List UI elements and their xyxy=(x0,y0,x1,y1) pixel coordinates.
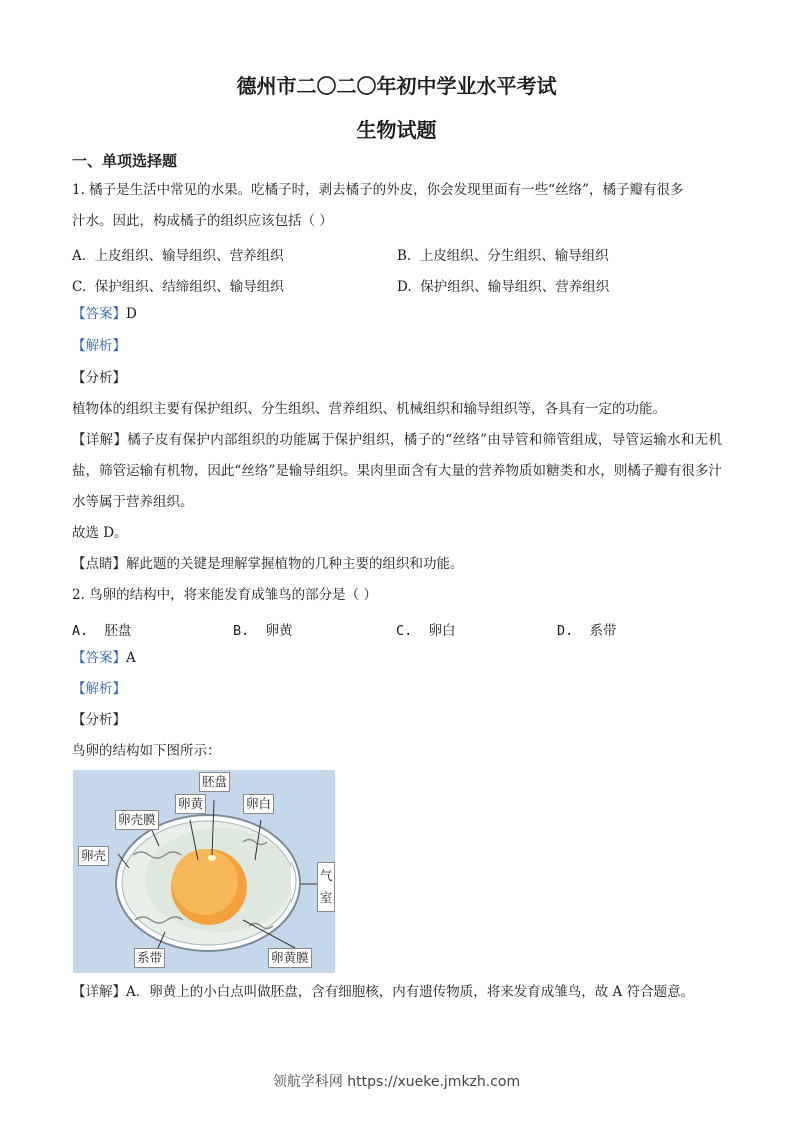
q1-stem-line1: 1. 橘子是生活中常见的水果。吃橘子时，剥去橘子的外皮，你会发现里面有一些“丝络”，橘子瓣有很多 xyxy=(72,182,684,198)
q1-analysis-tag: 【解析】 xyxy=(72,338,126,354)
label-albumen: 卵白 xyxy=(243,794,274,814)
label-yolk: 卵黄 xyxy=(175,794,206,814)
q1-option-c xyxy=(72,275,284,295)
q1-answer xyxy=(72,299,137,330)
option-text: 系带 xyxy=(589,623,617,639)
label-eggshell: 卵壳 xyxy=(78,846,109,866)
label-shell-membrane: 卵壳膜 xyxy=(115,810,159,830)
q2-answer xyxy=(72,643,136,674)
q2-option-b xyxy=(233,619,293,639)
q1-option-b xyxy=(397,244,609,264)
q1-detail xyxy=(72,425,722,518)
detail-tag: 【详解】 xyxy=(72,432,128,448)
q1-stem-line2: 汁水。因此，构成橘子的组织应该包括（ ） xyxy=(72,213,333,229)
q2-option-a xyxy=(72,619,132,639)
option-letter: C. xyxy=(72,279,87,295)
label-chalaza: 系带 xyxy=(134,948,165,968)
detail-text: A．卵黄上的小白点叫做胚盘，含有细胞核，内有遗传物质，将来发育成雏鸟，故 A 符合题意。 xyxy=(126,984,695,1000)
section-heading: 一、单项选择题 xyxy=(72,152,178,170)
answer-value: A xyxy=(126,650,136,666)
page-title: 德州市二〇二〇年初中学业水平考试 xyxy=(236,74,557,98)
answer-tag: 【答案】 xyxy=(72,650,126,666)
detail-text: 橘子皮有保护内部组织的功能属于保护组织，橘子的“丝络”由导管和筛管组成，导管运输水和无机盐，筛管运输有机物，因此“丝络”是输导组织。果肉里面含有大量的营养物质如糖类和水，则橘子瓣有很多汁水等属于营养组织。 xyxy=(72,432,722,510)
option-text: 上皮组织、分生组织、输导组织 xyxy=(419,248,609,264)
bird-egg-diagram xyxy=(73,770,335,973)
comment-tag: 【点睛】 xyxy=(72,556,126,572)
q2-analysis-tag: 【解析】 xyxy=(72,681,126,697)
q2-option-d xyxy=(557,619,617,639)
option-text: 上皮组织、输导组织、营养组织 xyxy=(94,248,284,264)
q2-option-c xyxy=(396,619,456,639)
option-letter: B. xyxy=(397,248,412,264)
option-letter: C. xyxy=(396,623,413,639)
option-letter: B. xyxy=(233,623,250,639)
q2-stem: 2. 鸟卵的结构中，将来能发育成雏鸟的部分是（ ） xyxy=(72,587,377,603)
option-letter: D. xyxy=(397,279,412,295)
q1-fenxi: 植物体的组织主要有保护组织、分生组织、营养组织、机械组织和输导组织等，各具有一定的功能。 xyxy=(72,401,666,417)
q1-option-a xyxy=(72,244,284,264)
option-text: 卵黄 xyxy=(265,623,293,639)
q1-option-d xyxy=(397,275,609,295)
option-letter: D. xyxy=(557,623,574,639)
option-letter: A. xyxy=(72,248,87,264)
label-air-cell-char2: 室 xyxy=(319,890,333,905)
option-text: 胚盘 xyxy=(104,623,132,639)
q2-fenxi: 鸟卵的结构如下图所示： xyxy=(72,743,221,759)
q2-fenxi-tag: 【分析】 xyxy=(72,712,126,728)
q1-comment xyxy=(72,549,464,580)
label-air-cell-char1: 气 xyxy=(319,868,333,883)
label-yolk-membrane: 卵黄膜 xyxy=(268,948,312,968)
option-text: 保护组织、输导组织、营养组织 xyxy=(420,279,610,295)
answer-tag: 【答案】 xyxy=(72,306,126,322)
q2-detail xyxy=(72,977,694,1008)
footer-watermark: 领航学科网 https://xueke.jmkzh.com xyxy=(272,1074,521,1090)
option-text: 卵白 xyxy=(428,623,456,639)
option-text: 保护组织、结缔组织、输导组织 xyxy=(94,279,284,295)
option-letter: A. xyxy=(72,623,89,639)
q1-choose: 故选 D。 xyxy=(72,525,128,541)
label-air-cell xyxy=(317,862,335,912)
comment-text: 解此题的关键是理解掌握植物的几种主要的组织和功能。 xyxy=(126,556,464,572)
q1-fenxi-tag: 【分析】 xyxy=(72,370,126,386)
page-subtitle: 生物试题 xyxy=(356,118,437,142)
label-germinal-disc: 胚盘 xyxy=(199,772,230,792)
detail-tag: 【详解】 xyxy=(72,984,126,1000)
answer-value: D xyxy=(126,306,137,322)
